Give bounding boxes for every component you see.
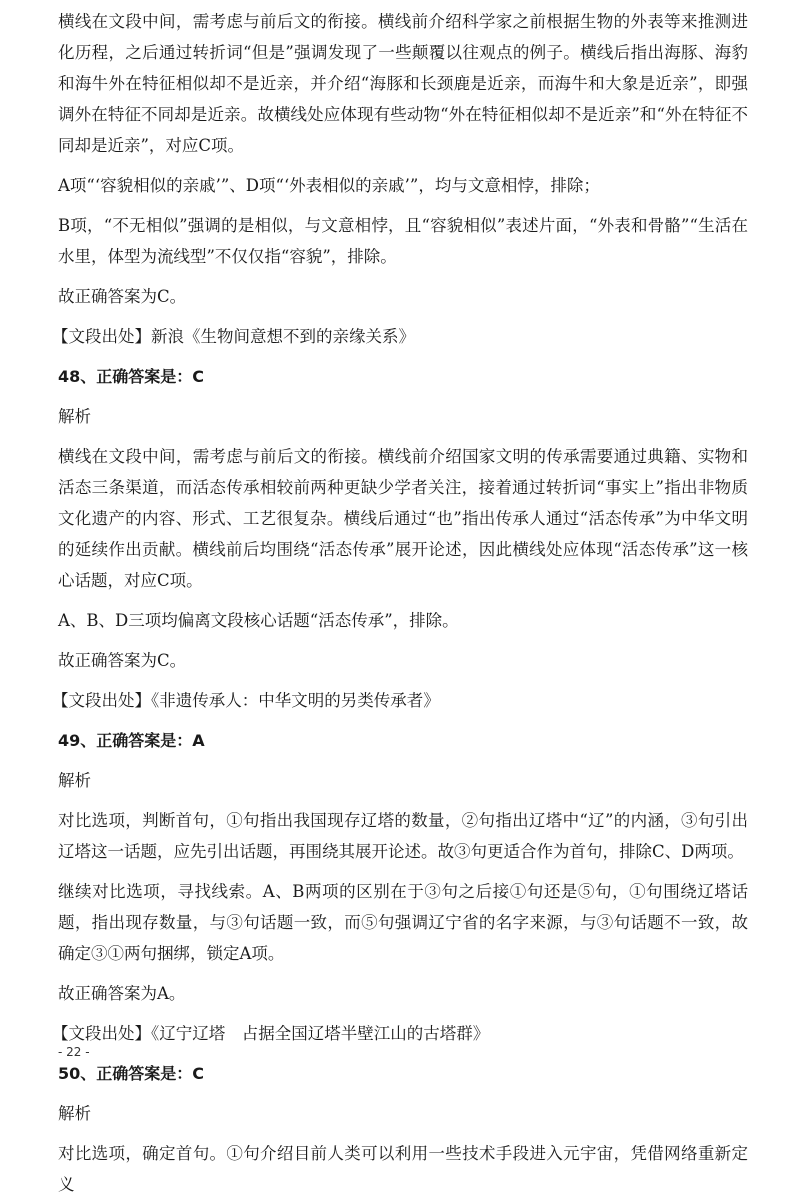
q48-elimination-paragraph: A、B、D三项均偏离文段核心话题“活态传承”，排除。 xyxy=(58,611,459,630)
q50-analysis-label: 解析 xyxy=(58,1104,91,1123)
q49-analysis-paragraph: 对比选项，判断首句，①句指出我国现存辽塔的数量，②句指出辽塔中“辽”的内涵，③句引出辽塔这一话题，应先引出话题，再围绕其展开论述。故③句更适合作为首句，排除C、D两项。 xyxy=(58,811,748,861)
q47-conclusion: 故正确答案为C。 xyxy=(58,287,187,306)
q48-analysis-paragraph: 横线在文段中间，需考虑与前后文的衔接。横线前介绍国家文明的传承需要通过典籍、实物和活态三条渠道，而活态传承相较前两种更缺少学者关注，接着通过转折词“事实上”指出非物质文化遗产的内容、形式、工艺很复杂。横线后通过“也”指出传承人通过“活态传承”为中华文明的延续作出贡献。横线前后均围绕“活态传承”展开论述，因此横线处应体现“活态传承”这一核心话题，对应C项。 xyxy=(58,447,748,590)
q47-analysis-paragraph: 横线在文段中间，需考虑与前后文的衔接。横线前介绍科学家之前根据生物的外表等来推测进化历程，之后通过转折词“但是”强调发现了一些颠覆以往观点的例子。横线后指出海豚、海豹和海牛外在特征相似却不是近亲，并介绍“海豚和长颈鹿是近亲，而海牛和大象是近亲”，即强调外在特征不同却是近亲。故横线处应体现有些动物“外在特征相似却不是近亲”和“外在特征不同却是近亲”，对应C项。 xyxy=(58,12,748,155)
q49-clue-paragraph: 继续对比选项，寻找线索。A、B两项的区别在于③句之后接①句还是⑤句，①句围绕辽塔话题，指出现存数量，与③句话题一致，而⑤句强调辽宁省的名字来源，与③句话题不一致，故确定③①两句捆绑，锁定A项。 xyxy=(58,882,748,963)
q48-source: 【文段出处】《非遗传承人：中华文明的另类传承者》 xyxy=(52,691,440,710)
document-page xyxy=(52,6,748,1200)
q48-answer-heading: 48、正确答案是：C xyxy=(58,367,205,386)
q49-source: 【文段出处】《辽宁辽塔 占据全国辽塔半壁江山的古塔群》 xyxy=(52,1024,490,1043)
page-number: - 22 - xyxy=(58,1045,90,1059)
q47-option-b-paragraph: B项，“不无相似”强调的是相似，与文意相悖，且“容貌相似”表述片面，“外表和骨骼”“生活在水里，体型为流线型”不仅仅指“容貌”，排除。 xyxy=(58,216,748,266)
q48-conclusion: 故正确答案为C。 xyxy=(58,651,187,670)
q50-answer-heading: 50、正确答案是：C xyxy=(58,1064,205,1083)
q49-answer-heading: 49、正确答案是：A xyxy=(58,731,205,750)
q47-source: 【文段出处】新浪《生物间意想不到的亲缘关系》 xyxy=(52,327,415,346)
q47-option-ad-paragraph: A项“‘容貌相似的亲戚’”、D项“‘外表相似的亲戚’”，均与文意相悖，排除； xyxy=(58,176,600,195)
q49-analysis-label: 解析 xyxy=(58,771,91,790)
q49-conclusion: 故正确答案为A。 xyxy=(58,984,186,1003)
q48-analysis-label: 解析 xyxy=(58,407,91,426)
q50-analysis-paragraph: 对比选项，确定首句。①句介绍目前人类可以利用一些技术手段进入元宇宙，凭借网络重新定义 xyxy=(58,1144,748,1194)
